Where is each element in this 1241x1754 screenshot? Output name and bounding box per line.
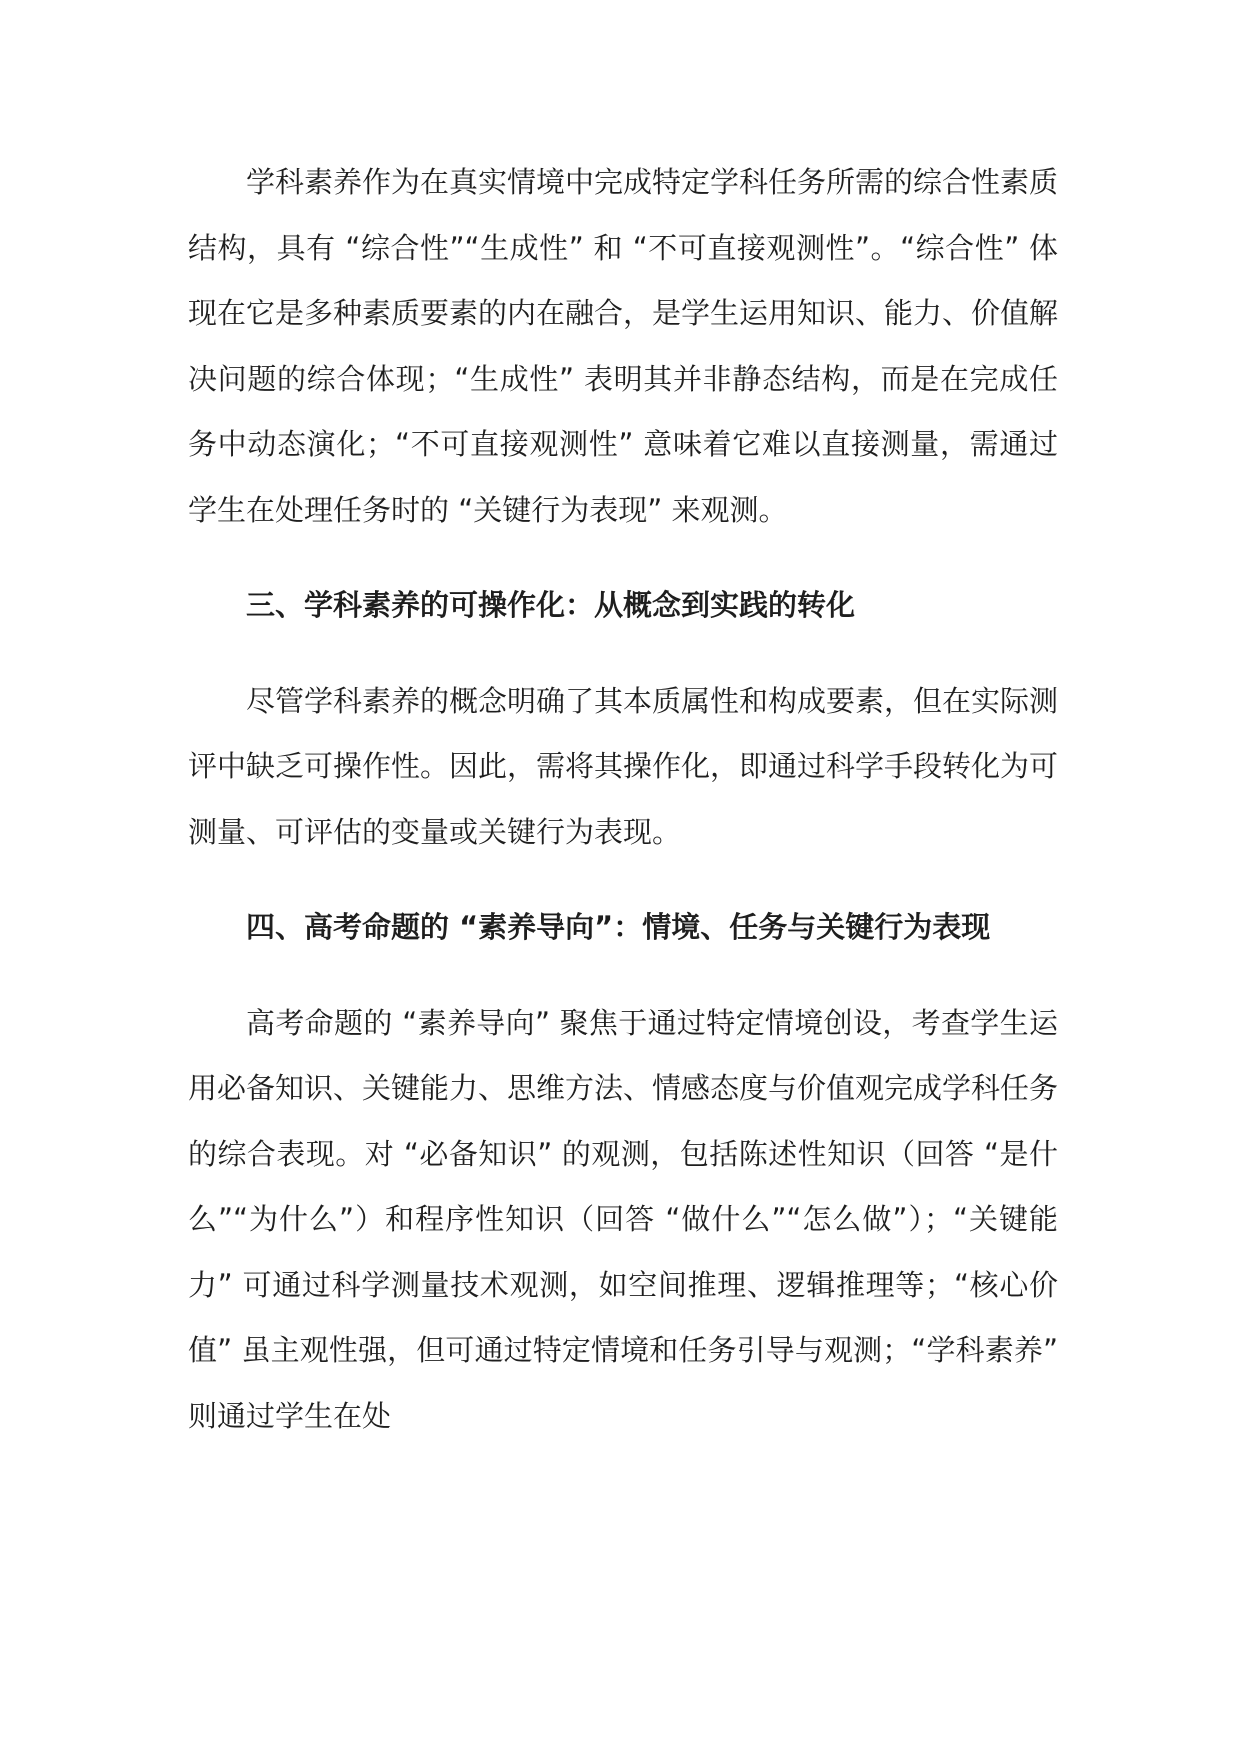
section-heading-4: 四、高考命题的 “素养导向”：情境、任务与关键行为表现 (246, 910, 991, 944)
paragraph-exam-literacy-orientation: 高考命题的 “素养导向” 聚焦于通过特定情境创设，考查学生运用必备知识、关键能力、思维方法、情感态度与价值观完成学科任务的综合表现。对 “必备知识” 的观测，包括陈述性知识（回答 “是什么”“为什么”）和程序性知识（回答 “做什么”“怎么做”）；“关键能力” 可通过科学测量技术观测，如空间推理、逻辑推理等；“核心价值” 虽主观性强，但可通过特定情境和任务引导与观测；“学科素养” 则通过学生在处 (188, 1005, 1059, 1433)
section-heading-3: 三、学科素养的可操作化：从概念到实践的转化 (246, 588, 856, 622)
paragraph-subject-literacy-definition: 学科素养作为在真实情境中完成特定学科任务所需的综合性素质结构，具有 “综合性”“生成性” 和 “不可直接观测性”。“综合性” 体现在它是多种素质要素的内在融合，是学生运用知识、能力、价值解决问题的综合体现；“生成性” 表明其并非静态结构，而是在完成任务中动态演化；“不可直接观测性” 意味着它难以直接测量，需通过学生在处理任务时的 “关键行为表现” 来观测。 (188, 165, 1059, 527)
document-body (188, 150, 1058, 1479)
paragraph-operationalization: 尽管学科素养的概念明确了其本质属性和构成要素，但在实际测评中缺乏可操作性。因此，需将其操作化，即通过科学手段转化为可测量、可评估的变量或关键行为表现。 (188, 683, 1059, 849)
